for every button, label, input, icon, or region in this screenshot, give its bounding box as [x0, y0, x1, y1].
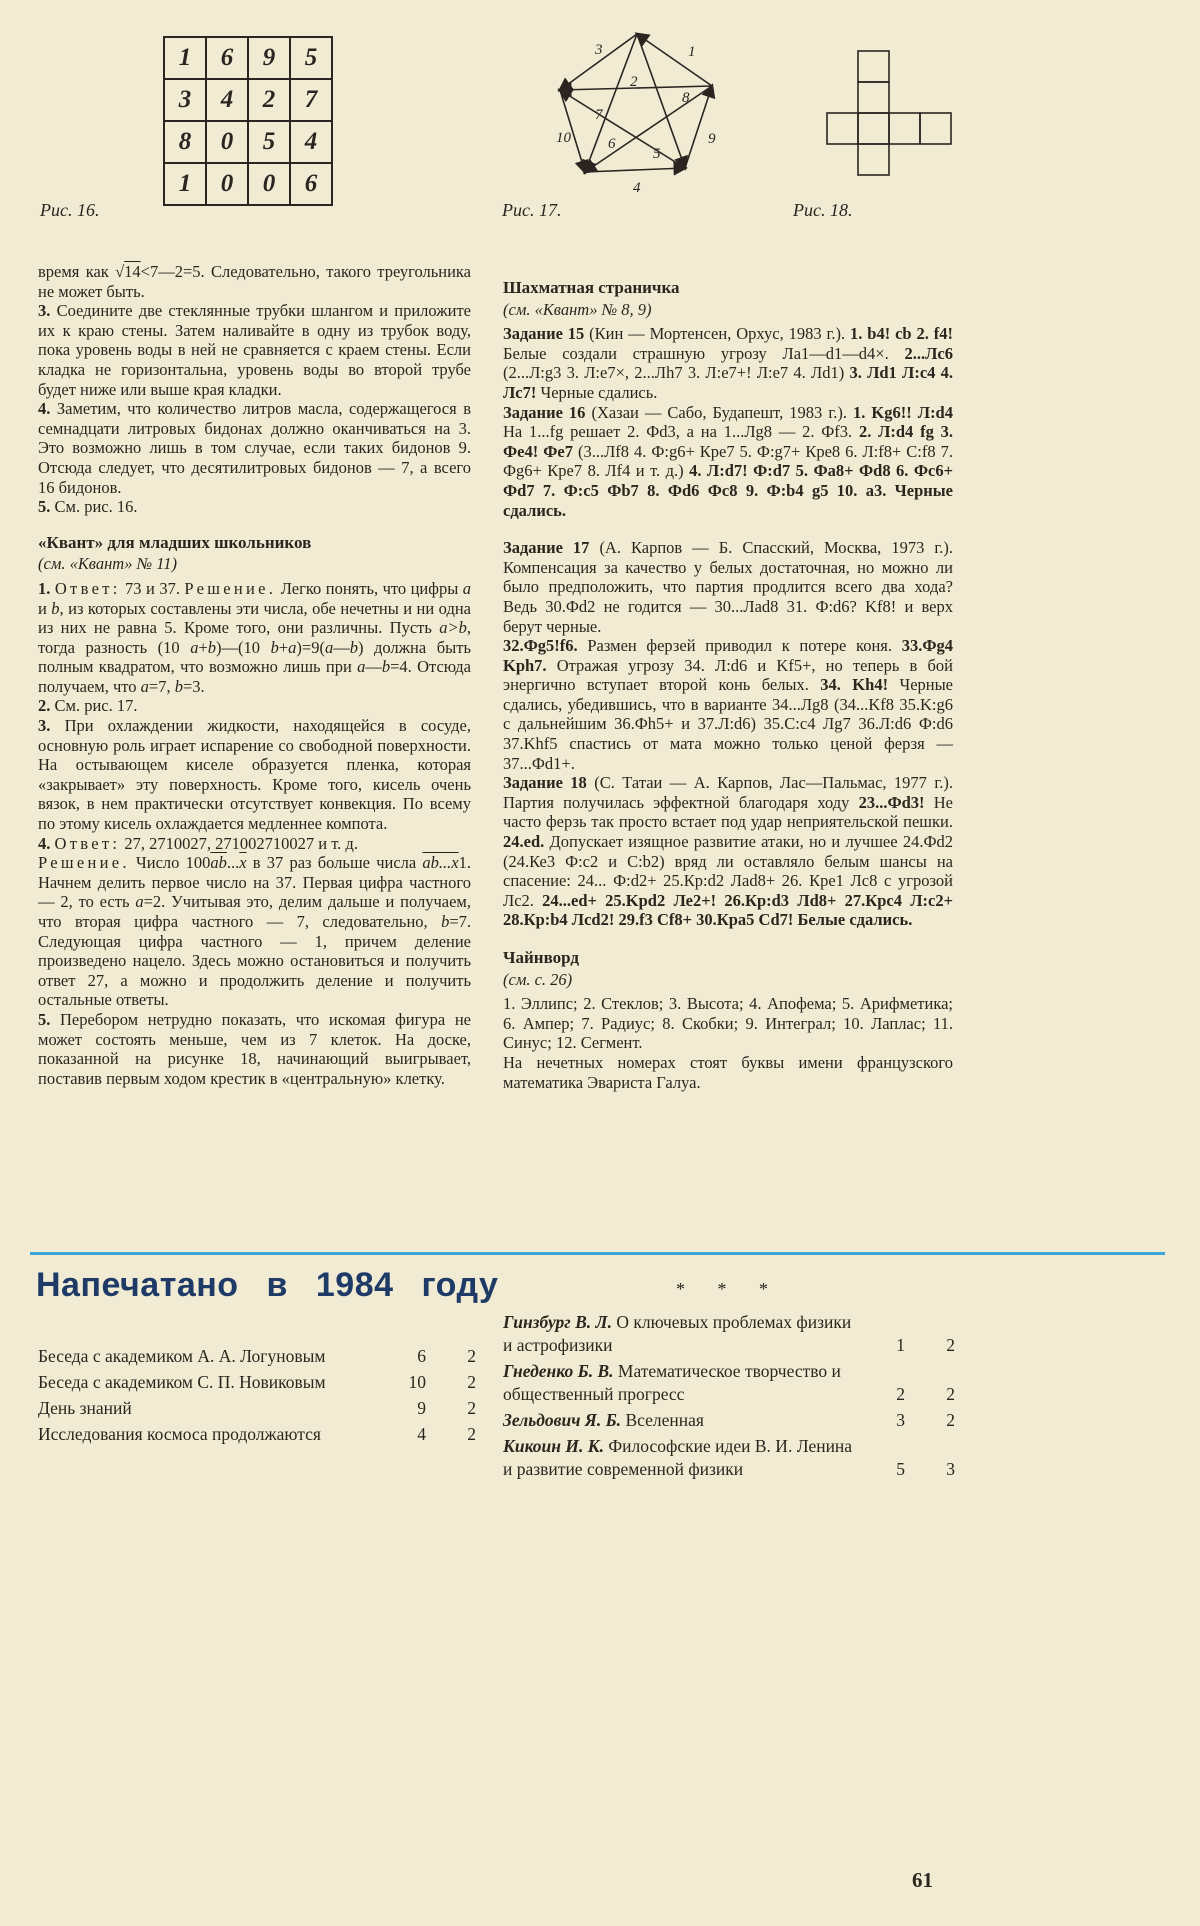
grid-cell: 9 — [248, 37, 290, 79]
text-run: «Квант» для младших школьников — [38, 532, 312, 552]
text-run: Черные сдались, убедившись, что в варианте 34...Лg8 (34...Kf8 35.K:g6 с дальнейшим 36.Фh5+ и 37.Л:d6) 35.С:с4 Лg7 36.Л:d6 Ф:d6 37.Khf5 спастись от мата можно только ценой ферзя — 37...Фd1+. — [503, 675, 954, 773]
grid-cell: 0 — [206, 163, 248, 205]
paragraph — [503, 773, 953, 930]
toc-entry-page-number: 2 — [467, 1346, 476, 1366]
toc-entry — [38, 1397, 476, 1420]
figure-caption-17: Рис. 17. — [502, 200, 562, 220]
text-run: 4. — [38, 399, 51, 419]
text-run: 5. — [38, 497, 51, 517]
text-run: 1. b4! cb 2. f4! — [850, 324, 953, 344]
toc-entry-issue-number: 4 — [417, 1424, 426, 1444]
text-run: a — [190, 637, 199, 657]
text-run: 14 — [124, 262, 141, 281]
text-run: День знаний — [38, 1398, 132, 1418]
toc-entry-page-number: 2 — [467, 1424, 476, 1444]
text-run: (см. «Квант» № 11) — [38, 554, 178, 574]
edge-label: 10 — [556, 130, 571, 146]
grid-cell: 3 — [164, 79, 206, 121]
text-run: (см. с. 26) — [503, 969, 573, 989]
paragraph — [503, 1053, 953, 1092]
paragraph — [503, 636, 953, 773]
text-run: + — [198, 637, 208, 657]
paragraph — [503, 324, 953, 402]
text-run: Число 100 — [129, 853, 211, 873]
grid-cell: 6 — [290, 163, 332, 205]
grid-cell: 1 — [164, 37, 206, 79]
text-run: 3. — [38, 716, 51, 736]
grid-cell: 7 — [290, 79, 332, 121]
text-run: Гнеденко Б. В. — [503, 1361, 614, 1381]
text-run: b — [270, 637, 279, 657]
text-run: a — [462, 578, 471, 598]
text-run: в 37 раз больше числа — [246, 853, 423, 873]
text-run: 5. — [38, 1009, 51, 1029]
text-run: 1. Kg6!! Л:d4 — [853, 402, 953, 422]
text-run: 24.ed. — [503, 832, 545, 852]
toc-entry — [503, 1311, 955, 1357]
text-run: На нечетных номерах стоят буквы имени французского математика Эвариста Галуа. — [503, 1052, 953, 1092]
toc-entry-title — [503, 1409, 855, 1432]
text-run: b — [381, 657, 391, 677]
right-text-column — [503, 262, 953, 1092]
paragraph — [38, 834, 471, 854]
text-run: 1. Эллипс; 2. Стеклов; 3. Высота; 4. Апофема; 5. Арифметика; 6. Ампер; 7. Радиус; 8. Скобки; 9. Интеграл; 10. Лаплас; 11. Синус; 12. Сегмент. — [503, 994, 953, 1053]
toc-entry-page-number: 2 — [467, 1398, 476, 1418]
index-right-column — [503, 1278, 955, 1484]
toc-entry-title — [38, 1397, 376, 1420]
grid-cell: 6 — [206, 37, 248, 79]
text-run: Задание 16 — [503, 402, 586, 422]
text-run: 27, 2710027, 271002710027 и т. д. — [120, 833, 358, 853]
text-run: =7. Следующая цифра частного — 1, причем деление произведено нацело. Здесь можно остановиться и получить ответ 27, а можно и продолжить деление и получить остальные ответы. — [38, 912, 471, 1010]
toc-entry-page-number: 2 — [946, 1335, 955, 1355]
text-run: Гинзбург В. Л. — [503, 1312, 612, 1332]
section-subheading — [503, 300, 953, 320]
text-run: Шахматная страничка — [503, 278, 680, 297]
section-subheading — [38, 554, 471, 574]
text-run: 1. — [38, 578, 51, 598]
text-run: Вселенная — [621, 1410, 704, 1430]
paragraph — [38, 696, 471, 716]
text-run: a — [135, 892, 144, 912]
text-run: (Кин — Мортенсен, Орхус, 1983 г.). — [584, 324, 851, 344]
grid-cell: 2 — [248, 79, 290, 121]
edge-label: 5 — [653, 146, 661, 162]
edge-label: 3 — [595, 42, 603, 58]
text-run: Кикоин И. К. — [503, 1436, 604, 1456]
text-run: 32.Фg5!f6. — [503, 636, 578, 656]
toc-entry-issue-number: 5 — [896, 1459, 905, 1479]
text-run: a — [357, 657, 366, 677]
text-run: )—(10 — [216, 637, 271, 657]
toc-entry-title — [503, 1360, 855, 1406]
text-run: (см. «Квант» № 8, 9) — [503, 299, 652, 319]
text-run: 2...Лс6 — [904, 343, 953, 363]
paragraph — [38, 399, 471, 497]
text-run: =7, — [148, 676, 175, 696]
text-run: Ответ: — [54, 578, 121, 598]
grid-row — [164, 79, 332, 121]
grid-cell: 1 — [164, 163, 206, 205]
text-run: a>b — [439, 618, 467, 638]
pentagon-diagram — [540, 26, 730, 198]
paragraph — [38, 716, 471, 834]
text-run: )=9( — [296, 637, 325, 657]
paragraph — [503, 403, 953, 521]
text-run: (С. Татаи — А. Карпов, Лас—Пальмас, 1977 г.). Партия получилась эффектной благодаря ходу — [503, 773, 953, 812]
text-run: 2. Л:d4 fg 3. Фе4! Фе7 — [503, 422, 953, 461]
text-run: время как — [38, 262, 116, 281]
text-run: a — [140, 676, 149, 696]
text-run: Зельдович Я. Б. — [503, 1410, 622, 1430]
text-run: b — [349, 637, 358, 657]
paragraph — [503, 538, 953, 636]
text-run: Не часто ферзь так просто встает под удар неприятельской пешки. — [503, 792, 953, 832]
text-run: $\overline{ab}$ — [210, 853, 227, 873]
section-divider-rule — [30, 1252, 1165, 1255]
text-run: ab...x — [422, 853, 459, 873]
text-run: <7—2=5. Следовательно, такого треугольника не может быть. — [38, 262, 471, 301]
paragraph — [38, 262, 471, 301]
text-run: Допускает изящное развитие атаки, но и лучшее 24.Фd2 (24.Ке3 Ф:с2 и С:b2) вряд ли оставляло белым шансы на спасение: 24... Ф:d2+ 25.Кр:d2 Лad8+ 26. Кре1 Лс8 с угрозой Лс2. — [503, 832, 953, 910]
grid-cell: 5 — [290, 37, 332, 79]
text-run: Задание 17 — [503, 538, 590, 558]
text-run: Исследования космоса продолжаются — [38, 1424, 321, 1444]
toc-entry — [503, 1409, 955, 1432]
edge-label: 6 — [608, 136, 616, 152]
section-heading — [503, 278, 953, 298]
text-run: a — [324, 637, 334, 657]
toc-entry-title — [38, 1371, 376, 1394]
toc-entry-issue-number: 3 — [896, 1410, 905, 1430]
toc-entry-page-number: 2 — [946, 1410, 955, 1430]
toc-entry-page-number: 3 — [946, 1459, 955, 1479]
text-run: =4. Отсюда получаем, что — [38, 657, 471, 696]
paragraph — [38, 853, 471, 1010]
text-run: Задание 15 — [503, 324, 585, 344]
toc-entry-title — [38, 1423, 376, 1446]
grid-cell: 8 — [164, 121, 206, 163]
text-run: =3. — [182, 676, 205, 696]
text-run: и — [38, 598, 52, 618]
text-run: (А. Карпов — Б. Спасский, Москва, 1973 г.). Компенсация за качество у белых достаточная, но можно ли было предположить, что партия продлится всего два хода? Ведь 30.Фd2 не годится — 30...Лad8 31. Ф:d6? Kf8! и верх берут черные. — [503, 538, 953, 636]
grid-cell: 0 — [206, 121, 248, 163]
text-run: Решение. — [38, 853, 130, 873]
grid-row — [164, 163, 332, 205]
text-run: Размен ферзей приводил к потере коня. — [577, 636, 902, 656]
text-run: √ — [115, 262, 125, 281]
text-run: Философские идеи В. И. Ленина и развитие современной физики — [503, 1436, 853, 1479]
toc-entry — [503, 1435, 955, 1481]
text-run: — — [333, 637, 350, 657]
text-run: О ключевых проблемах физики и астрофизики — [503, 1312, 852, 1355]
text-run: Математическое творчество и общественный прогресс — [503, 1361, 841, 1404]
cross-board-diagram — [826, 50, 954, 178]
text-run: Беседа с академиком С. П. Новиковым — [38, 1372, 326, 1392]
edge-label: 8 — [682, 90, 690, 106]
text-run: Чайнворд — [503, 948, 579, 967]
text-run: 73 и 37. — [120, 578, 185, 598]
text-run: $\overline{x}$ — [239, 853, 247, 873]
toc-entry-title — [38, 1345, 376, 1368]
toc-entry — [38, 1345, 476, 1368]
text-run: При охлаждении жидкости, находящейся в сосуде, основную роль играет испарение со свободной поверхности. На остывающем киселе образуется пленка, которая «закрывает» эту поверхность. Кроме того, кисель очень вязок, в нем практически отсутствует конвекция. По всему по этому кисель охлаждается медленнее компота. — [38, 716, 471, 834]
text-run: =2. Учитывая это, делим дальше и получаем, что вторая цифра частного — 7, следовательно, — [38, 892, 471, 931]
grid-row — [164, 121, 332, 163]
toc-entry-issue-number: 10 — [408, 1372, 426, 1392]
text-run: 24...ed+ 25.Kpd2 Ле2+! 26.Кр:d3 Лd8+ 27.Крс4 Л:с2+ 28.Кр:b4 Лсd2! 29.f3 Cf8+ 30.Кра5 Cd7! Белые сдались. — [503, 890, 954, 930]
section-subheading — [503, 970, 953, 990]
edge-label: 7 — [595, 107, 603, 123]
toc-entry-issue-number: 2 — [896, 1384, 905, 1404]
grid-cell: 4 — [206, 79, 248, 121]
index-right-entries — [503, 1311, 955, 1481]
index-heading: Напечатано в 1984 году — [36, 1266, 499, 1304]
paragraph — [503, 994, 953, 1053]
text-run: Ответ: — [54, 833, 121, 853]
edge-label: 4 — [633, 180, 641, 196]
paragraph — [38, 301, 471, 399]
text-run: b — [51, 598, 60, 618]
text-run: , из которых составлены эти числа, обе нечетны и ни одна из них не равна 5. Кроме того, они различны. Пусть — [38, 598, 471, 638]
text-run: Черные сдались. — [536, 382, 658, 402]
page-number: 61 — [912, 1868, 933, 1892]
text-run: 3. — [38, 301, 51, 321]
toc-entry-issue-number: 9 — [417, 1398, 426, 1418]
text-run: Перебором нетрудно показать, что искомая фигура не может состоять меньше, чем из 7 клеток. На доске, показанной на рисунке 18, начинающий выигрывает, поставив первым ходом крестик в «центральную» клетку. — [38, 1009, 471, 1088]
grid-cell: 0 — [248, 163, 290, 205]
text-run: 3. Лd1 Л:c4 4. Лс7! — [503, 363, 954, 402]
text-run: b — [207, 637, 217, 657]
paragraph — [38, 1010, 471, 1088]
edge-label: 9 — [708, 131, 716, 147]
toc-entry-issue-number: 6 — [417, 1346, 426, 1366]
index-left-column — [38, 1345, 476, 1449]
text-run: (2...Л:g3 3. Л:e7×, 2...Лh7 3. Л:e7+! Л:e7 4. Лd1) — [503, 363, 850, 383]
text-run: (3...Лf8 4. Ф:g6+ Кре7 5. Ф:g7+ Кре8 6. Л:f8+ С:f8 7. Фg6+ Кре7 8. Лf4 и т. д.) — [503, 441, 953, 481]
text-run: См. рис. 16. — [50, 497, 138, 517]
text-run: 2. — [38, 696, 51, 716]
toc-entry-page-number: 2 — [467, 1372, 476, 1392]
paragraph — [38, 497, 471, 517]
text-run: 33.Фg4 Kph7. — [503, 636, 953, 675]
text-run: 4. — [38, 833, 51, 853]
text-run: b — [174, 676, 183, 696]
figure-caption-18: Рис. 18. — [793, 200, 853, 220]
text-run: Отражая угрозу 34. Л:d6 и Kf5+, но теперь в бой энергично вступает второй конь белых. — [503, 655, 953, 695]
text-run: Задание 18 — [503, 773, 587, 793]
section-heading — [38, 533, 471, 553]
text-run: 23...Фd3! — [858, 792, 925, 812]
text-run: 34. Kh4! — [820, 675, 889, 695]
toc-entry-page-number: 2 — [946, 1384, 955, 1404]
text-run: + — [278, 637, 289, 657]
edge-label: 1 — [688, 44, 696, 60]
figure-caption-16: Рис. 16. — [40, 200, 100, 220]
text-run: 1. Начнем делить первое число на 37. Первая цифра частного — 2, то есть — [38, 853, 471, 912]
text-run: — — [365, 657, 382, 677]
text-run: Заметим, что количество литров масла, содержащегося в семнадцати литровых бидонах должно оканчиваться на 3. Это возможно лишь в том случае, если таких бидонов 9. Отсюда следует, что десятилитровых бидонов — 7, а всего 16 бидонов. — [38, 399, 471, 497]
number-grid-figure — [163, 36, 333, 206]
toc-entry-title — [503, 1435, 855, 1481]
section-heading — [503, 948, 953, 968]
grid-row — [164, 37, 332, 79]
text-run: Решение. — [184, 578, 277, 598]
text-run: Соедините две стеклянные трубки шлангом и приложите их к краю стены. Затем наливайте в одну из трубок воду, пока уровень воды в ней не сравняется с краем стены. Если кладка не горизонтальна, уровень воды во второй трубе будет ниже или выше края кладки. — [38, 301, 471, 399]
paragraph — [38, 579, 471, 697]
toc-entry — [503, 1360, 955, 1406]
toc-entry-title — [503, 1311, 855, 1357]
stars-separator: * * * — [676, 1279, 782, 1299]
toc-entry-issue-number: 1 — [896, 1335, 905, 1355]
text-run: a — [288, 637, 297, 657]
edge-label: 2 — [630, 74, 638, 90]
text-run: На 1...fg решает 2. Фd3, а на 1...Лg8 — 2. Фf3. — [503, 422, 859, 442]
text-run: ... — [226, 853, 240, 873]
text-run: 4. Л:d7! Ф:d7 5. Фа8+ Фd8 6. Фс6+ Фd7 7. Ф:с5 Фb7 8. Фd6 Фс8 9. Ф:b4 g5 10. а3. Черные сдались. — [503, 461, 954, 520]
text-run: См. рис. 17. — [50, 696, 138, 716]
toc-entry — [38, 1371, 476, 1394]
text-run: b — [441, 912, 450, 931]
text-run: Беседа с академиком А. А. Логуновым — [38, 1346, 326, 1366]
grid-cell: 4 — [290, 121, 332, 163]
grid-cell: 5 — [248, 121, 290, 163]
text-run: Легко понять, что цифры — [276, 578, 463, 598]
text-run: , тогда разность (10 — [38, 618, 471, 657]
toc-entry — [38, 1423, 476, 1446]
text-run: ) должна быть полным квадратом, что возможно лишь при — [38, 637, 471, 677]
left-text-column — [38, 262, 471, 1088]
text-run: (Хазаи — Сабо, Будапешт, 1983 г.). — [585, 402, 854, 422]
text-run: Белые создали страшную угрозу Ла1—d1—d4×. — [503, 343, 905, 363]
